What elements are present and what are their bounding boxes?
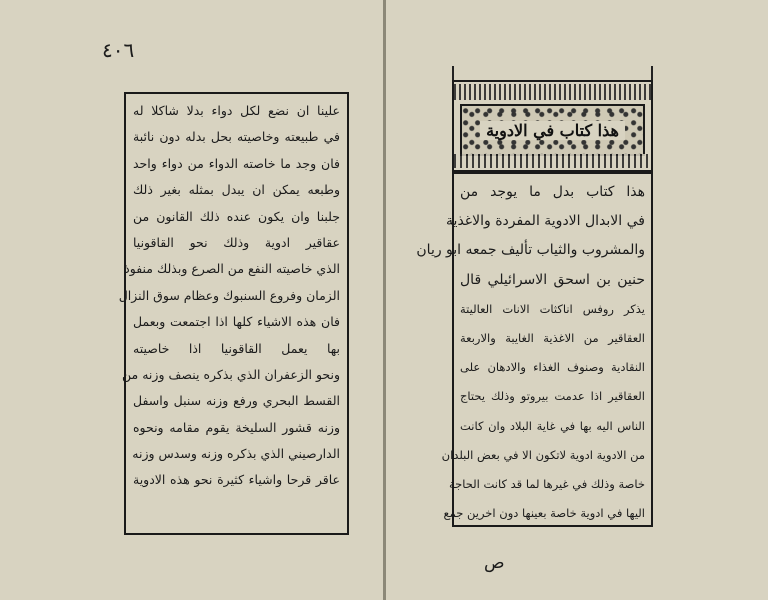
text-line: عقاقير ادوية وذلك نحو القاقونيا (133, 234, 340, 250)
page-number: ٤٠٦ (102, 38, 135, 62)
text-line: علينا ان نضع لكل دواء بدلا شاكلا له (133, 103, 340, 118)
headpiece-panel (460, 104, 645, 156)
text-line: اليها في ادوية خاصة بعينها دون اخرين جمع (443, 506, 645, 521)
text-line: يذكر روفس اناكثات الانات العاليتة (460, 301, 645, 316)
text-line: الدارصيني الذي بذكره وزنه وسدس وزنه (132, 446, 340, 462)
text-line: فان وجد ما خاصته الدواء من دواء واحد (133, 155, 340, 171)
text-line: العقاقير اذا عدمت بيروتو وذلك يحتاج (460, 389, 645, 404)
text-line: هذا كتاب بدل ما يوجد من (460, 184, 645, 200)
text-line: الناس اليه بها في غاية البلاد وان كانت (460, 418, 645, 433)
left-text-block (118, 92, 349, 535)
ornamental-headpiece (452, 80, 653, 172)
text-line: النقادية وصنوف الغذاء والادهان على (460, 360, 645, 375)
text-line: القسط البحري ورفع وزنه سنبل واسفل (133, 393, 340, 409)
text-line: الذي خاصيته النفع من الصرع وبذلك منفوذ (124, 261, 340, 277)
headpiece-band (454, 84, 651, 100)
text-line: وطبعه يمكن ان يبدل بمثله بغير ذلك (133, 182, 340, 198)
text-line: من الادوية ادوية لاتكون الا في بعض البلدان (441, 447, 645, 462)
signature-mark: ص (484, 553, 505, 573)
headpiece-title: هذا كتاب في الادوية (480, 121, 625, 140)
text-line: في الابدال الادوية المفردة والاغذية (446, 213, 645, 230)
text-line: عاقر قرحا واشياء كثيرة نحو هذه الادوية (133, 472, 340, 488)
headpiece-finial (452, 66, 454, 80)
text-line: حنين بن اسحق الاسرائيلي قال (460, 271, 645, 288)
headpiece-finial (651, 66, 653, 80)
text-line: بها يعمل القاقونيا اذا خاصيته (133, 340, 340, 356)
headpiece-band (454, 154, 651, 168)
text-line: وزنه قشور السليخة يقوم مقامه ونحوه (133, 419, 340, 435)
text-line: والمشروب والثياب تأليف جمعه ابو ريان (416, 242, 645, 259)
right-text-block (416, 172, 653, 527)
text-line: في طبيعته وخاصيته بحل بدله دون نائبة (133, 129, 340, 145)
text-line: جلبنا وان يكون عنده ذلك القانون من (133, 208, 340, 224)
text-line: العقاقير من الاغذية الغايبة والاربعة (460, 330, 645, 345)
text-line: فان هذه الاشياء كلها اذا اجتمعت وبعمل (133, 314, 340, 330)
text-line: ونحو الزعفران الذي بذكره ينصف وزنه من (122, 366, 340, 382)
text-line: خاصة وذلك في غيرها لما قد كانت الحاجة (448, 476, 645, 491)
text-line: الزمان وفروع السنبوك وعظام سوق النزال (118, 287, 340, 303)
